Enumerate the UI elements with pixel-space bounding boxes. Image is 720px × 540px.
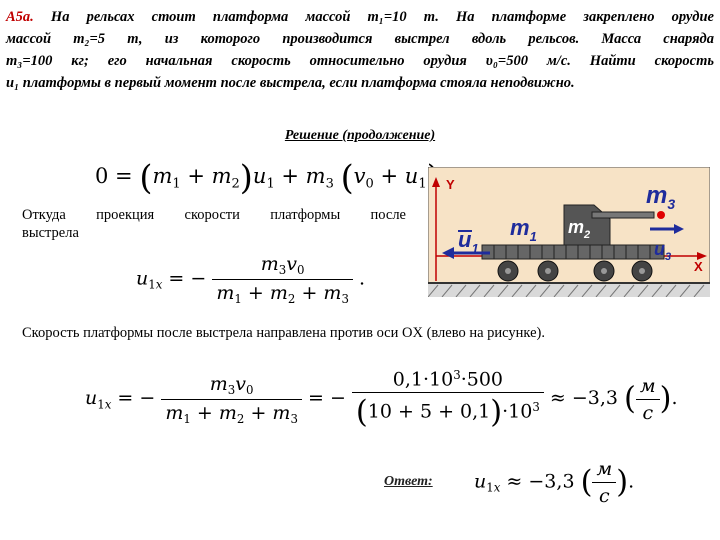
- label-m2: $m_2$: [568, 217, 591, 241]
- numeric-formula: $u_{1x}$ = − $\frac{m_3v_0}{m_1 + m_2 + m_3}$ = − $\frac{0,1\cdot 10^3\cdot 500}{(10 + 5 + 0,1)\cdot 10^3}$ ≈ −3,3 ( $\frac{м}{с}$ ).: [85, 368, 678, 431]
- problem-line-2: массой m₂=5 т, из которого производится выстрел вдоль рельсов. Масса снаряда: [6, 31, 714, 47]
- solution-header: Решение (продолжение): [284, 128, 436, 143]
- label-m3: $m_3$: [646, 182, 676, 212]
- y-axis-label: Y: [446, 177, 455, 192]
- projectile: [657, 211, 665, 219]
- projection-text: Откуда проекция скорости платформы после выстрела: [22, 207, 406, 241]
- platform-body: [482, 245, 664, 259]
- problem-statement: [6, 6, 714, 94]
- platform-figure: [428, 167, 710, 297]
- label-u3: $u_3$: [654, 239, 672, 263]
- symbolic-formula: $u_{1x}$ = − $\frac{m_3v_0}{m_1 + m_2 + m_3}$ .: [136, 253, 366, 307]
- problem-line-4: u₁ платформы в первый момент после выстрела, если платформа стояла неподвижно.: [6, 75, 575, 91]
- problem-label: А5а.: [6, 9, 34, 25]
- x-axis-label: X: [694, 259, 703, 274]
- answer-formula: $u_{1x} \approx -3,3$ ( $\frac{м}{с}$ ).: [474, 458, 635, 507]
- label-u1: $u_1$: [458, 227, 479, 256]
- direction-text: Скорость платформы после выстрела направлена против оси OX (влево на рисунке).: [22, 325, 546, 341]
- momentum-equation: $0 = (m_1 + m_2)u_1 + m_3$ ($v_0 + u_1$: [95, 158, 427, 197]
- label-m1: $m_1$: [510, 215, 537, 244]
- problem-line-1: А5а. На рельсах стоит платформа массой m₁=10 т. На платформе закреплено орудие: [6, 9, 714, 25]
- answer-label: Ответ:: [384, 474, 433, 489]
- problem-line-3: m₃=100 кг; его начальная скорость относительно орудия υ₀=500 м/с. Найти скорость: [6, 53, 714, 69]
- gun-barrel: [592, 212, 654, 218]
